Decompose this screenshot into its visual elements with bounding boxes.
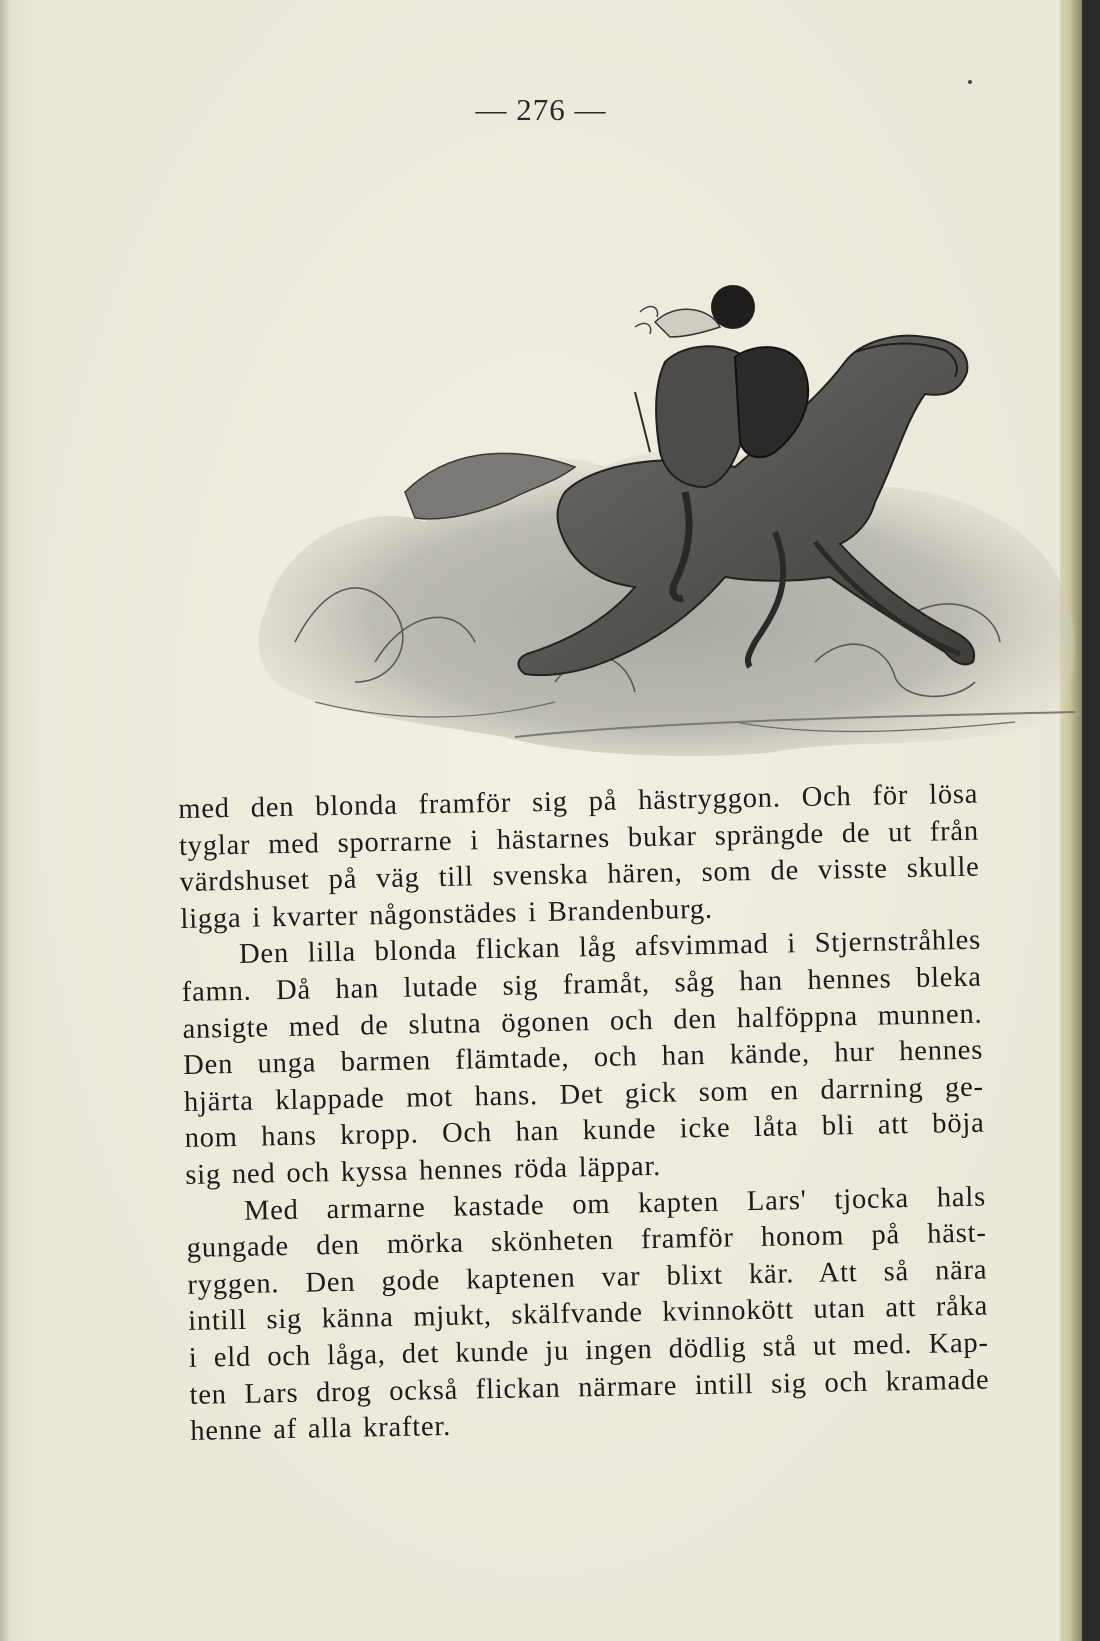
text-line: ansigte med de slutna ögonen och den halföppna munnen. xyxy=(182,998,983,1045)
text-line: sig ned och kyssa hennes röda läppar. xyxy=(185,1150,662,1191)
text-line: Den unga barmen flämtade, och han kände, hur hennes xyxy=(182,1034,984,1082)
illustration-rider-on-horse xyxy=(255,282,1082,782)
paragraph-1 xyxy=(178,777,981,939)
text-line: nom hans kropp. Och han kunde icke låta bli att böja xyxy=(184,1107,985,1155)
text-line: hjärta klappade mot hans. Det gick som en darrning ge- xyxy=(183,1071,985,1118)
page-gutter-shadow xyxy=(0,0,10,1641)
text-line: gungade den mörka skönheten framför honom på häst- xyxy=(186,1217,987,1265)
paragraph-2 xyxy=(181,923,986,1194)
print-speck xyxy=(968,80,972,84)
text-line: intill sig känna mjukt, skälfvande kvinnokött utan att råka xyxy=(187,1290,989,1338)
text-line: i eld och låga, det kunde ju ingen dödlig stå ut med. Kap- xyxy=(188,1327,990,1374)
text-line: med den blonda framför sig på hästryggon. Och för lösa xyxy=(178,778,979,825)
page-edge xyxy=(1060,0,1082,1641)
text-line: famn. Då han lutade sig framåt, såg han hennes bleka xyxy=(181,961,982,1008)
body-text xyxy=(178,777,990,1451)
text-line: ligga i kvarter någonstädes i Brandenburg. xyxy=(180,893,714,935)
text-line: henne af alla krafter. xyxy=(189,1410,452,1447)
text-line: tyglar med sporrarne i hästarnes bukar sprängde de ut från xyxy=(178,815,980,862)
paragraph-3 xyxy=(186,1179,991,1450)
text-line: Med armarne kastade om kapten Lars' tjocka hals xyxy=(243,1181,987,1227)
text-line: Den lilla blonda flickan låg afsvimmad i Stjernstråhles xyxy=(238,924,982,971)
page-number: — 276 — xyxy=(475,92,607,127)
text-line: värdshuset på väg till svenska hären, som de visste skulle xyxy=(179,851,980,899)
text-line: ten Lars drog också flickan närmare intill sig och kramade xyxy=(189,1364,990,1411)
text-line: ryggen. Den gode kaptenen var blixt kär. Att så nära xyxy=(187,1254,988,1301)
